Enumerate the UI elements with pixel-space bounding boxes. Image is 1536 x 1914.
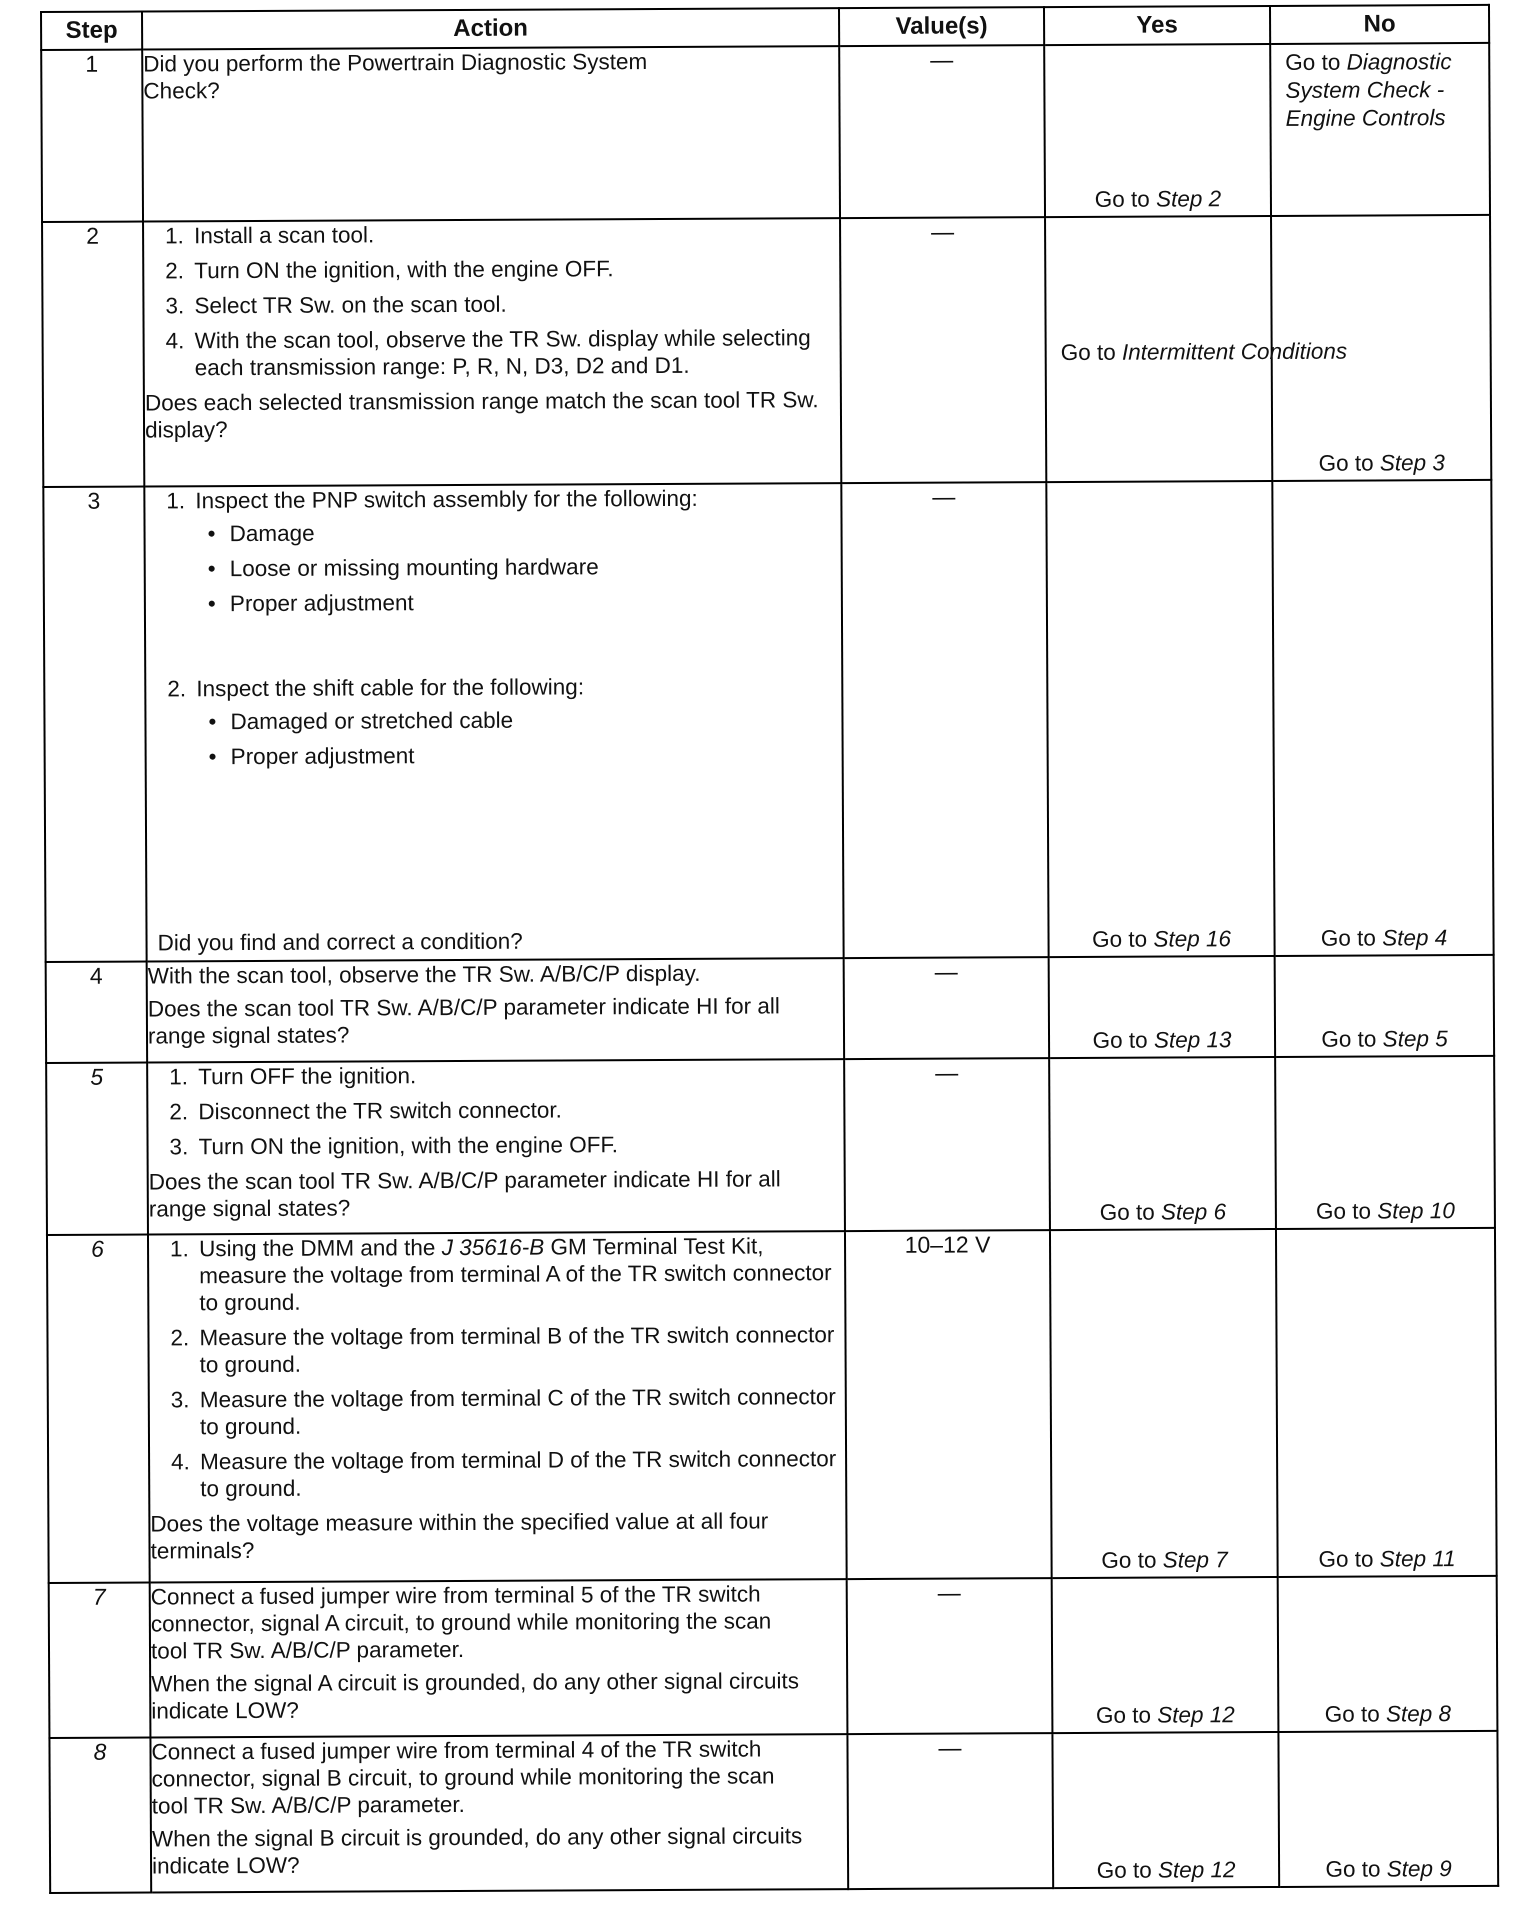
diagnostic-table <box>40 4 1499 1894</box>
no-cell <box>1275 1056 1495 1229</box>
yes-cell <box>1050 1229 1278 1578</box>
table-row-step-5 <box>46 1056 1495 1235</box>
header-yes: Yes <box>1044 6 1270 45</box>
action-question: Does the scan tool TR Sw. A/B/C/P parameter indicate HI for all range signal states? <box>147 993 780 1049</box>
yes-goto: Go to Step 12 <box>1095 1702 1235 1728</box>
bullet-item: • Proper adjustment <box>227 740 842 770</box>
yes-goto: Go to Step 6 <box>1099 1199 1227 1225</box>
step-number: 4 <box>46 961 147 1062</box>
yes-cell <box>1052 1732 1279 1888</box>
bullet-item: • Loose or missing mounting hardware <box>226 552 841 582</box>
yes-cell <box>1046 481 1274 957</box>
action-cell <box>148 1231 847 1582</box>
action-steps <box>148 1060 843 1160</box>
value-cell: — <box>844 1058 1050 1231</box>
no-cell <box>1275 955 1494 1057</box>
action-question: Does the voltage measure within the specified value at all four terminals? <box>150 1508 769 1564</box>
action-question: When the signal B circuit is grounded, do any other signal circuits indicate LOW? <box>151 1823 803 1879</box>
no-goto: Go to Step 10 <box>1315 1198 1455 1224</box>
value-cell: — <box>839 45 1045 218</box>
action-cell <box>147 1059 845 1234</box>
bullet-list <box>195 517 840 617</box>
table-row-step-1 <box>41 43 1490 222</box>
value-cell: — <box>844 957 1049 1059</box>
action-step: 1. Install a scan tool. <box>190 219 839 249</box>
action-cell <box>150 1734 848 1892</box>
no-goto: Go to Step 4 <box>1320 925 1448 951</box>
action-step: 3. Select TR Sw. on the scan tool. <box>190 289 839 319</box>
value-cell: — <box>841 482 1048 958</box>
header-values: Value(s) <box>839 7 1044 46</box>
yes-goto: Go to Step 16 <box>1092 926 1232 952</box>
action-step: 1. Inspect the PNP switch assembly for the following: • Damage • Loose or missing mounting hardware • Proper adjustment <box>191 484 841 617</box>
bullet-item: • Proper adjustment <box>226 587 841 617</box>
action-step: 4. Measure the voltage from terminal D of the TR switch connector to ground. <box>196 1445 845 1502</box>
no-cell <box>1278 1731 1498 1887</box>
yes-goto: Go to Step 12 <box>1096 1857 1236 1883</box>
action-step: 1. Turn OFF the ignition. <box>194 1060 843 1090</box>
action-text: With the scan tool, observe the TR Sw. A/B/C/P display. <box>147 960 701 989</box>
no-cell <box>1271 215 1491 481</box>
table-row-step-2 <box>42 215 1491 487</box>
table-row-step-6 <box>47 1228 1497 1583</box>
action-step: 3. Measure the voltage from terminal C of the TR switch connector to ground. <box>196 1383 845 1440</box>
action-step: 1. Using the DMM and the J 35616-B GM Terminal Test Kit, measure the voltage from terminal A of the TR switch connector to ground. <box>195 1232 844 1316</box>
action-steps <box>149 1232 845 1502</box>
action-step: 2. Disconnect the TR switch connector. <box>194 1095 843 1125</box>
table-row-step-8 <box>49 1731 1498 1893</box>
yes-goto: Go to Intermittent Conditions <box>1060 338 1348 365</box>
yes-goto: Go to Step 7 <box>1101 1547 1228 1573</box>
action-step: 4. With the scan tool, observe the TR Sw. display while selecting each transmission range: P, R, N, D3, D2 and D1. <box>191 324 840 381</box>
action-step: 2. Inspect the shift cable for the following: • Damaged or stretched cable • Proper adjustment <box>192 672 841 770</box>
yes-goto: Go to Step 13 <box>1092 1027 1232 1053</box>
step-number: 8 <box>49 1737 151 1892</box>
table-row-step-4 <box>46 955 1494 1063</box>
bullet-list <box>196 705 841 770</box>
value-cell: — <box>840 217 1046 483</box>
action-text: Connect a fused jumper wire from terminal 4 of the TR switch connector, signal B circuit, to ground while monitoring the scan tool TR Sw. A/B/C/P parameter. <box>151 1736 775 1819</box>
no-goto: Go to Step 9 <box>1325 1856 1452 1882</box>
table-row-step-3 <box>43 480 1493 962</box>
no-goto: Go to Step 11 <box>1318 1546 1456 1572</box>
yes-cell <box>1049 956 1275 1058</box>
action-step: 2. Turn ON the ignition, with the engine OFF. <box>190 254 839 284</box>
table-row-step-7 <box>49 1576 1498 1738</box>
action-question: Does each selected transmission range match the scan tool TR Sw. display? <box>144 387 819 443</box>
yes-cell <box>1045 216 1348 482</box>
value-cell: — <box>847 1733 1053 1889</box>
value-cell: — <box>847 1578 1053 1734</box>
action-cell <box>143 218 841 486</box>
bullet-item: • Damaged or stretched cable <box>226 705 841 735</box>
action-steps <box>145 484 841 770</box>
no-goto: Go to Diagnostic System Check - Engine Controls <box>1285 49 1452 131</box>
no-cell <box>1270 43 1490 216</box>
action-cell <box>150 1579 848 1737</box>
step-number: 6 <box>47 1234 150 1582</box>
no-goto: Go to Step 3 <box>1318 450 1445 476</box>
step-number: 5 <box>46 1062 148 1234</box>
value-cell: 10–12 V <box>845 1230 1052 1579</box>
action-cell <box>142 46 840 221</box>
action-question: Does the scan tool TR Sw. A/B/C/P parameter indicate HI for all range signal states? <box>148 1166 781 1222</box>
action-question: When the signal A circuit is grounded, do any other signal circuits indicate LOW? <box>151 1668 800 1724</box>
no-goto: Go to Step 5 <box>1321 1026 1448 1052</box>
action-question: Did you perform the Powertrain Diagnostic System Check? <box>143 49 648 104</box>
action-cell <box>144 483 843 961</box>
yes-cell <box>1052 1577 1279 1733</box>
header-no: No <box>1270 5 1489 44</box>
yes-cell <box>1044 44 1271 217</box>
action-steps <box>144 219 840 381</box>
no-cell <box>1276 1228 1497 1577</box>
action-text: Connect a fused jumper wire from terminal 5 of the TR switch connector, signal A circuit, to ground while monitoring the scan tool TR Sw. A/B/C/P parameter. <box>150 1581 772 1664</box>
bullet-item: • Damage <box>225 517 840 547</box>
step-number: 3 <box>43 486 146 961</box>
action-question: Did you find and correct a condition? <box>157 928 523 956</box>
no-cell <box>1278 1576 1498 1732</box>
action-step: 3. Turn ON the ignition, with the engine OFF. <box>194 1130 843 1160</box>
step-number: 7 <box>49 1582 151 1737</box>
step-number: 2 <box>42 221 144 486</box>
action-cell <box>147 958 844 1062</box>
yes-cell <box>1049 1057 1276 1230</box>
yes-goto: Go to Step 2 <box>1094 186 1222 212</box>
diagnostic-table-page <box>40 4 1497 1883</box>
header-action: Action <box>142 8 839 49</box>
no-goto: Go to Step 8 <box>1324 1701 1452 1727</box>
header-step: Step <box>41 12 142 50</box>
step-number: 1 <box>41 50 143 222</box>
no-cell <box>1272 480 1493 956</box>
action-step: 2. Measure the voltage from terminal B of the TR switch connector to ground. <box>195 1321 844 1378</box>
